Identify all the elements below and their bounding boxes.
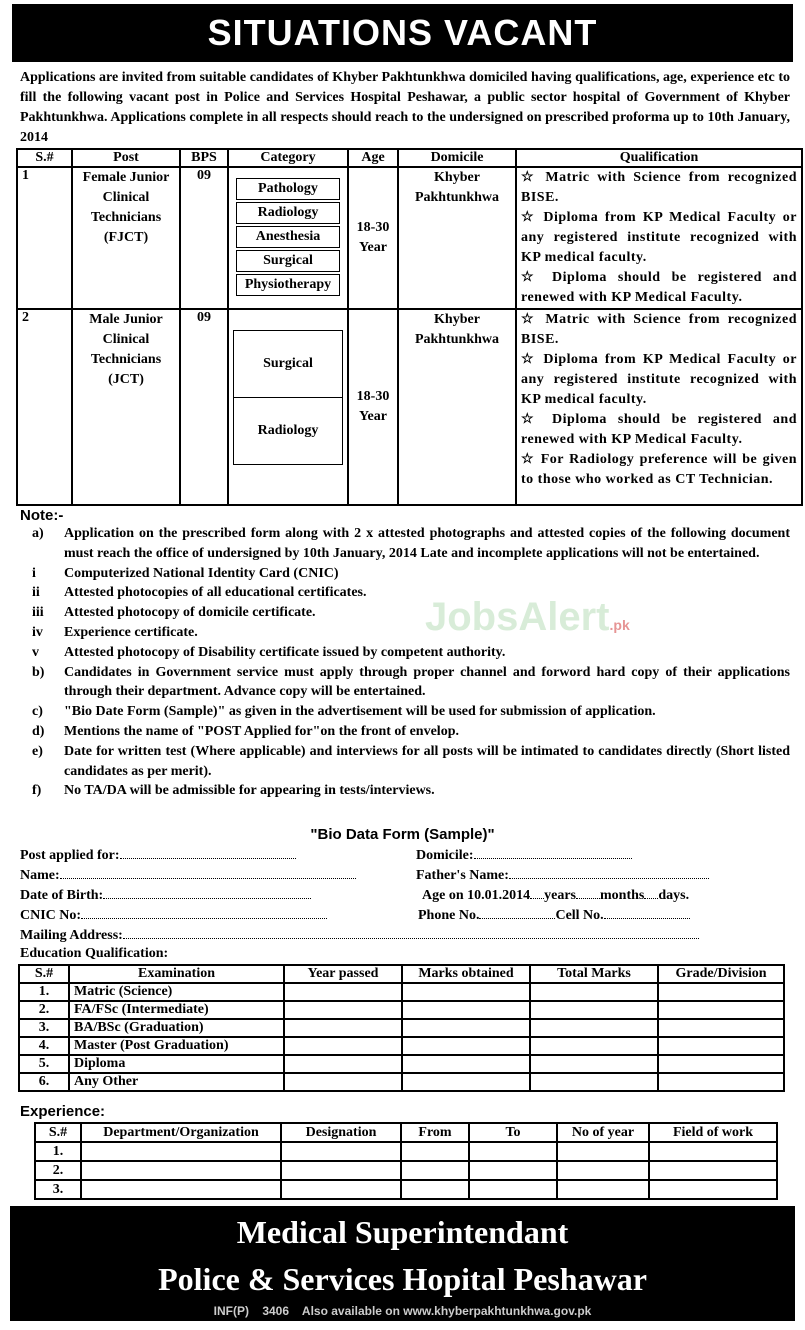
cell-category: [228, 309, 348, 505]
cell-input[interactable]: [649, 1180, 777, 1199]
cell-input[interactable]: [469, 1161, 557, 1180]
cell-input[interactable]: [402, 1073, 530, 1091]
qualification-item: ☆ Diploma should be registered and renewed with KP Medical Faculty.: [521, 270, 797, 305]
note-text: Computerized National Identity Card (CNIC): [64, 565, 339, 581]
col-header: S.#: [35, 1123, 81, 1142]
qualification-item: ☆ Diploma from KP Medical Faculty or any registered institute recognized with KP medical faculty.: [521, 210, 797, 265]
cell-input[interactable]: [530, 1019, 658, 1037]
cell-bps: 09: [180, 167, 228, 309]
cell-input[interactable]: [658, 1001, 784, 1019]
fill-line[interactable]: [604, 906, 690, 919]
list-item: [20, 742, 790, 782]
domicile-field[interactable]: [416, 846, 632, 864]
experience-header-row: [35, 1123, 777, 1142]
note-label: b): [32, 664, 45, 680]
col-header: Year passed: [284, 965, 402, 983]
cell-input[interactable]: [402, 1001, 530, 1019]
cell-input[interactable]: [658, 983, 784, 1001]
note-label: c): [32, 704, 43, 720]
experience-table: [34, 1122, 778, 1200]
cell-input[interactable]: [649, 1161, 777, 1180]
col-header: Marks obtained: [402, 965, 530, 983]
col-header: BPS: [180, 149, 228, 167]
note-label: ii: [32, 585, 40, 601]
watermark-text: JobsAlert: [425, 595, 610, 639]
cell-input[interactable]: [557, 1161, 649, 1180]
list-item: [20, 623, 790, 643]
field-label: Domicile:: [416, 848, 474, 863]
note-title: Note:-: [20, 507, 64, 524]
cell-sno: 4.: [19, 1037, 69, 1055]
col-header: Category: [228, 149, 348, 167]
list-item: [20, 564, 790, 584]
cell-qualification: [516, 309, 802, 505]
cell-sno: 1.: [35, 1142, 81, 1161]
field-label: Post applied for:: [20, 848, 120, 863]
list-item: [20, 524, 790, 564]
cell-input[interactable]: [557, 1180, 649, 1199]
education-title: Education Qualification:: [20, 946, 169, 961]
cell-input[interactable]: [401, 1161, 469, 1180]
cell-input[interactable]: [401, 1142, 469, 1161]
inf-strip: INF(P) 3406 Also available on www.khyberpakhtunkhwa.gov.pk: [10, 1303, 795, 1321]
field-label: Age on 10.01.2014: [422, 888, 531, 903]
qualification-item: ☆ Diploma from KP Medical Faculty or any registered institute recognized with KP medical faculty.: [521, 352, 797, 407]
cell-sno: 3.: [19, 1019, 69, 1037]
cell-input[interactable]: [658, 1037, 784, 1055]
category-box: Physiotherapy: [236, 274, 340, 296]
education-header-row: [19, 965, 784, 983]
cell-input[interactable]: [284, 1055, 402, 1073]
table-row: [19, 1019, 784, 1037]
note-text: Attested photocopies of all educational certificates.: [64, 585, 367, 601]
days-label: days.: [658, 888, 690, 903]
cell-input[interactable]: [469, 1180, 557, 1199]
phone-field[interactable]: [418, 906, 690, 924]
cell-input[interactable]: [81, 1142, 281, 1161]
footer-line-1: Medical Superintendant: [236, 1214, 569, 1250]
list-item: [20, 583, 790, 603]
field-label: Phone No.: [418, 908, 480, 923]
fill-line[interactable]: [123, 926, 699, 939]
cell-sno: 5.: [19, 1055, 69, 1073]
cell-input[interactable]: [530, 1055, 658, 1073]
months-label: months: [600, 888, 645, 903]
fill-line[interactable]: [509, 866, 709, 879]
col-header: Post: [72, 149, 180, 167]
fill-line[interactable]: [120, 846, 296, 859]
cell-domicile: Khyber Pakhtunkhwa: [398, 167, 516, 309]
col-header: Department/Organization: [81, 1123, 281, 1142]
page-title: SITUATIONS VACANT: [12, 4, 793, 62]
fill-line[interactable]: [576, 886, 600, 899]
note-text: Application on the prescribed form along with 2 x attested photographs and attested copies of the following document must reach the office of undersigned by 10th January, 2014 Late and incomplete applications will not be entertained.: [64, 526, 790, 561]
note-text: Attested photocopy of domicile certificate.: [64, 605, 316, 621]
fill-line[interactable]: [530, 886, 544, 899]
experience-title: Experience:: [20, 1103, 106, 1120]
table-row: [35, 1161, 777, 1180]
table-row: [17, 167, 802, 309]
cell-input[interactable]: [281, 1161, 401, 1180]
note-label: iii: [32, 605, 44, 621]
list-item: [20, 663, 790, 703]
cell-input[interactable]: [401, 1180, 469, 1199]
note-section: [20, 507, 790, 801]
cell-category: [228, 167, 348, 309]
cell-input[interactable]: [284, 1073, 402, 1091]
note-label: d): [32, 723, 45, 739]
cnic-field[interactable]: [20, 906, 327, 924]
bio-form-title: "Bio Data Form (Sample)": [310, 826, 495, 843]
cell-age: 18-30 Year: [348, 167, 398, 309]
col-header: S.#: [17, 149, 72, 167]
cell-input[interactable]: [284, 1001, 402, 1019]
category-box: Radiology: [236, 202, 340, 224]
cell-input[interactable]: [284, 1019, 402, 1037]
cell-exam: FA/FSc (Intermediate): [69, 1001, 284, 1019]
cell-input[interactable]: [284, 983, 402, 1001]
note-text: "Bio Date Form (Sample)" as given in the advertisement will be used for submission of application.: [64, 704, 656, 720]
field-label: Name:: [20, 868, 60, 883]
fill-line[interactable]: [479, 906, 555, 919]
table-row: [35, 1180, 777, 1199]
table-row: [17, 309, 802, 505]
col-header: To: [469, 1123, 557, 1142]
education-table: [18, 964, 785, 1092]
note-text: Experience certificate.: [64, 624, 198, 640]
intro-paragraph: Applications are invited from suitable candidates of Khyber Pakhtunkhwa domiciled having qualifications, age, experience etc to fill the following vacant post in Police and Services Hospital Peshawar, a public sector hospital of Government of Khyber Pakhtunkhwa. Applications complete in all respects should reach to the undersigned on prescribed proforma up to 10th January, 2014: [20, 70, 790, 145]
cell-input[interactable]: [557, 1142, 649, 1161]
vacancy-table: [16, 148, 803, 506]
cell-sno: 3.: [35, 1180, 81, 1199]
list-item: [20, 603, 790, 623]
col-header: Total Marks: [530, 965, 658, 983]
cell-input[interactable]: [530, 1073, 658, 1091]
col-header: Domicile: [398, 149, 516, 167]
fill-line[interactable]: [644, 886, 658, 899]
note-text: Mentions the name of "POST Applied for"on the front of envelop.: [64, 723, 459, 739]
note-label: iv: [32, 624, 43, 640]
col-header: S.#: [19, 965, 69, 983]
fill-line[interactable]: [474, 846, 632, 859]
fathers-name-field[interactable]: [416, 866, 709, 884]
col-header: Qualification: [516, 149, 802, 167]
table-row: [19, 1037, 784, 1055]
cell-sno: 1.: [19, 983, 69, 1001]
watermark-suffix: .pk: [609, 617, 630, 633]
field-label: Mailing Address:: [20, 928, 123, 943]
cell-input[interactable]: [530, 983, 658, 1001]
note-text: No TA/DA will be admissible for appearing in tests/interviews.: [64, 783, 435, 799]
col-header: Designation: [281, 1123, 401, 1142]
field-label: Father's Name:: [416, 868, 509, 883]
years-label: years: [544, 888, 577, 903]
cell-sno: 6.: [19, 1073, 69, 1091]
list-item: [20, 702, 790, 722]
table-row: [19, 1055, 784, 1073]
cell-input[interactable]: [649, 1142, 777, 1161]
cell-input[interactable]: [530, 1037, 658, 1055]
dob-field[interactable]: [20, 886, 311, 904]
col-header: Grade/Division: [658, 965, 784, 983]
vacancy-header-row: [17, 149, 802, 167]
cell-input[interactable]: [402, 1019, 530, 1037]
col-header: Field of work: [649, 1123, 777, 1142]
field-label: CNIC No:: [20, 908, 82, 923]
cell-input[interactable]: [281, 1180, 401, 1199]
note-text: Attested photocopy of Disability certificate issued by competent authority.: [64, 644, 506, 660]
cell-exam: Diploma: [69, 1055, 284, 1073]
category-box: Anesthesia: [236, 226, 340, 248]
cell-input[interactable]: [658, 1073, 784, 1091]
category-box: Pathology: [236, 178, 340, 200]
col-header: No of year: [557, 1123, 649, 1142]
qualification-item: ☆ Diploma should be registered and renewed with KP Medical Faculty.: [521, 412, 797, 447]
cell-input[interactable]: [402, 1055, 530, 1073]
fill-line[interactable]: [103, 886, 311, 899]
cell-sno: 1: [17, 167, 72, 309]
cell-sno: 2: [17, 309, 72, 505]
cell-qualification: [516, 167, 802, 309]
cell-sno: 2.: [19, 1001, 69, 1019]
age-on-field[interactable]: [422, 886, 689, 904]
qualification-item: ☆ Matric with Science from recognized BISE.: [521, 312, 797, 347]
cell-domicile: Khyber Pakhtunkhwa: [398, 309, 516, 505]
footer-banner: [10, 1206, 795, 1306]
note-label: a): [32, 526, 44, 541]
note-text: Candidates in Government service must apply through proper channel and forword hard copy of their applications through their department. Advance copy will be entertained.: [64, 664, 790, 700]
list-item: [20, 643, 790, 663]
cell-age: 18-30 Year: [348, 309, 398, 505]
cell-sno: 2.: [35, 1161, 81, 1180]
name-field[interactable]: [20, 866, 356, 884]
qualification-item: ☆ For Radiology preference will be given to those who worked as CT Technician.: [521, 452, 797, 487]
note-label: e): [32, 743, 43, 759]
cell-label: Cell No.: [555, 908, 604, 923]
list-item: [20, 781, 790, 801]
cell-input[interactable]: [81, 1161, 281, 1180]
col-header: From: [401, 1123, 469, 1142]
col-header: Age: [348, 149, 398, 167]
cell-bps: 09: [180, 309, 228, 505]
cell-input[interactable]: [530, 1001, 658, 1019]
qualification-item: ☆ Matric with Science from recognized BISE.: [521, 170, 797, 205]
cell-post: Female Junior Clinical Technicians (FJCT): [72, 167, 180, 309]
cell-post: Male Junior Clinical Technicians (JCT): [72, 309, 180, 505]
cell-exam: Matric (Science): [69, 983, 284, 1001]
note-label: i: [32, 565, 36, 581]
footer-line-2: Police & Services Hopital Peshawar: [158, 1261, 647, 1297]
table-row: [19, 1073, 784, 1091]
note-label: v: [32, 644, 39, 660]
cell-exam: Master (Post Graduation): [69, 1037, 284, 1055]
cell-input[interactable]: [469, 1142, 557, 1161]
field-label: Date of Birth:: [20, 888, 104, 903]
category-box: Surgical: [236, 250, 340, 272]
cell-input[interactable]: [81, 1180, 281, 1199]
fill-line[interactable]: [81, 906, 327, 919]
category-box: Radiology: [233, 398, 343, 465]
cell-input[interactable]: [281, 1142, 401, 1161]
note-text: Date for written test (Where applicable) and interviews for all posts will be intimated to candidates directly (Short listed candidates as per merit).: [64, 743, 790, 779]
cell-exam: Any Other: [69, 1073, 284, 1091]
fill-line[interactable]: [60, 866, 356, 879]
cell-input[interactable]: [402, 1037, 530, 1055]
note-label: f): [32, 783, 42, 799]
category-box: Surgical: [233, 330, 343, 398]
cell-input[interactable]: [284, 1037, 402, 1055]
table-row: [19, 1001, 784, 1019]
col-header: Examination: [69, 965, 284, 983]
cell-exam: BA/BSc (Graduation): [69, 1019, 284, 1037]
table-row: [35, 1142, 777, 1161]
cell-input[interactable]: [658, 1019, 784, 1037]
post-applied-field[interactable]: [20, 846, 296, 864]
list-item: [20, 722, 790, 742]
mailing-address-field[interactable]: [20, 926, 699, 944]
cell-input[interactable]: [402, 983, 530, 1001]
cell-input[interactable]: [658, 1055, 784, 1073]
table-row: [19, 983, 784, 1001]
